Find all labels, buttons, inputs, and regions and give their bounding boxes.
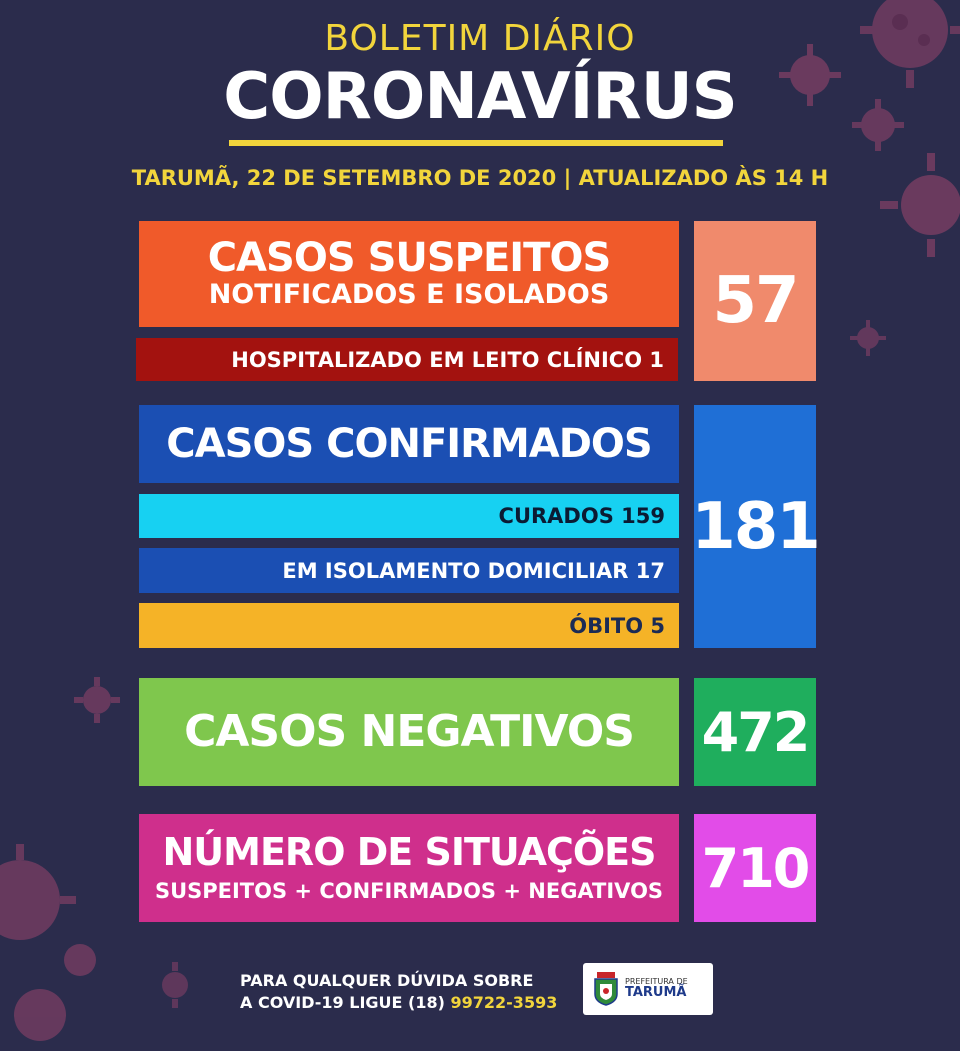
curados-label: CURADOS 159 [498,504,665,528]
negativos-panel [139,678,679,786]
negativos-title: CASOS NEGATIVOS [184,705,634,757]
negativos-total-box [694,678,816,786]
footer-line2: A COVID-19 LIGUE (18) [240,993,451,1013]
situacoes-total: 710 [701,836,809,900]
confirmados-title: CASOS CONFIRMADOS [166,421,652,467]
virus-icon [150,960,200,1010]
confirmados-panel [139,405,679,483]
isolamento-label: EM ISOLAMENTO DOMICILIAR 17 [282,558,665,583]
coat-of-arms-icon [593,972,619,1006]
hospitalizado-row [136,338,678,381]
title-underline [229,140,723,146]
situacoes-title: NÚMERO DE SITUAÇÕES [162,830,656,875]
situacoes-subtitle: SUSPEITOS + CONFIRMADOS + NEGATIVOS [154,878,664,903]
suspeitos-title: CASOS SUSPEITOS [207,234,611,281]
obito-label: ÓBITO 5 [569,613,665,638]
virus-icon [848,318,888,358]
confirmados-total-box [691,405,819,648]
virus-icon [0,840,120,1051]
page-title: CORONAVÍRUS [223,60,737,134]
curados-row [139,494,679,538]
isolamento-row [139,548,679,593]
prefeitura-logo [583,963,713,1015]
suspeitos-panel [139,221,679,327]
virus-icon [72,675,122,725]
suspeitos-total-box [694,221,816,381]
footer-contact [240,970,570,1015]
situacoes-total-box [694,814,816,922]
obito-row [139,603,679,648]
negativos-total: 472 [701,700,809,764]
hospitalizado-label: HOSPITALIZADO EM LEITO CLÍNICO 1 [231,347,664,372]
suspeitos-subtitle: NOTIFICADOS E ISOLADOS [208,278,610,310]
logo-line1: PREFEITURA DE [625,976,688,986]
bulletin-label: BOLETIM DIÁRIO [324,18,636,59]
confirmados-total: 181 [691,489,819,564]
virus-icon [876,145,960,265]
logo-line2: TARUMÃ [625,985,687,1001]
footer-line1: PARA QUALQUER DÚVIDA SOBRE [240,971,534,990]
situacoes-panel [139,814,679,922]
suspeitos-total: 57 [712,264,798,338]
date-line: TARUMÃ, 22 DE SETEMBRO DE 2020 | ATUALIZADO ÀS 14 H [131,166,829,190]
footer-phone[interactable]: 99722-3593 [450,993,558,1013]
